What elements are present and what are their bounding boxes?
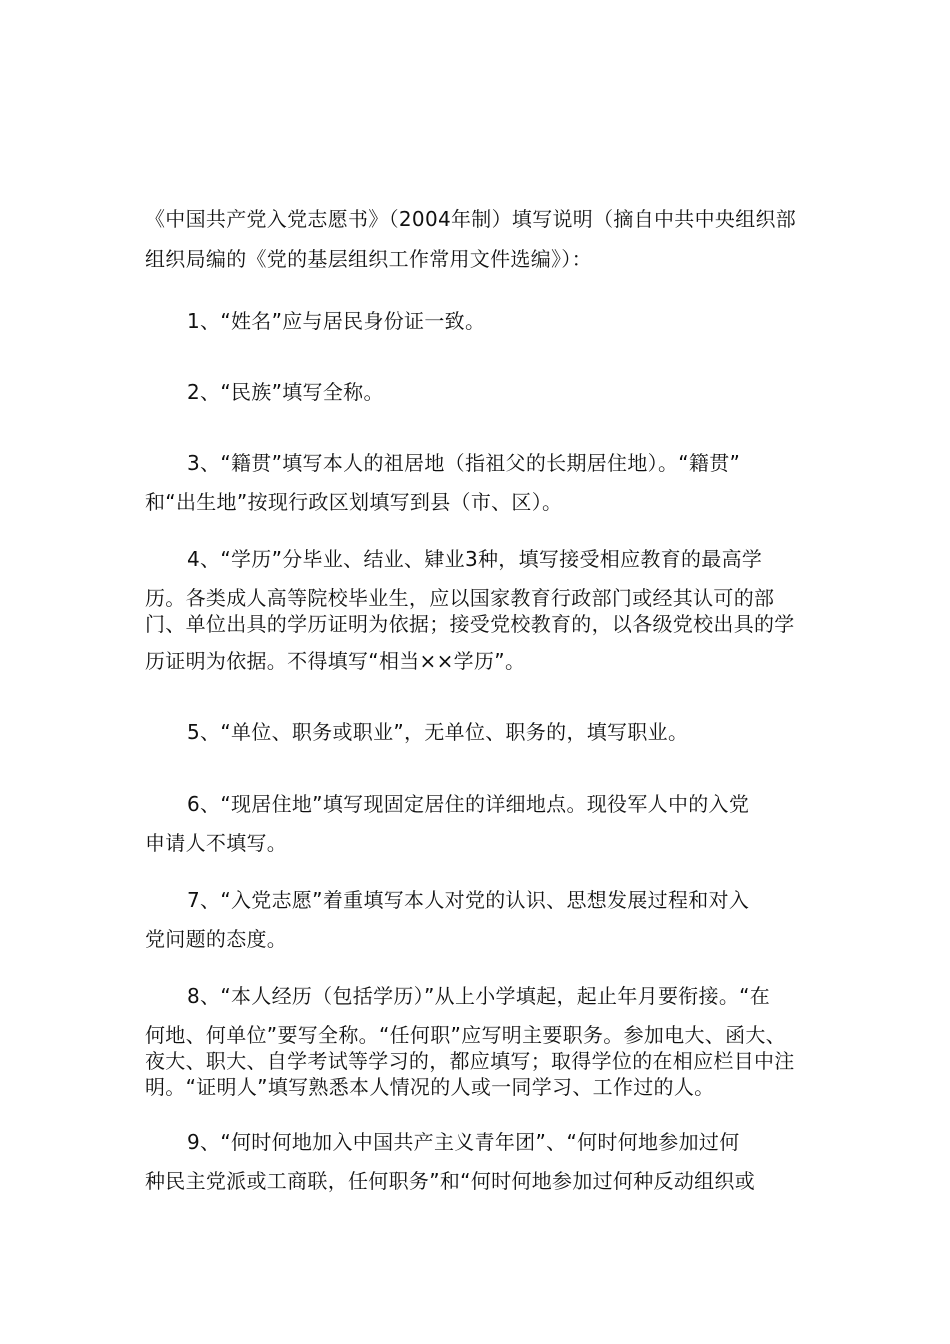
item-7-line-2: 党问题的态度。 (145, 927, 288, 951)
item-1-line-1: 1、“姓名”应与居民身份证一致。 (187, 309, 486, 333)
item-6-line-1: 6、“现居住地”填写现固定居住的详细地点。现役军人中的入党 (187, 792, 750, 816)
item-4-line-4: 历证明为依据。不得填写“相当××学历”。 (145, 649, 526, 673)
item-7-line-1: 7、“入党志愿”着重填写本人对党的认识、思想发展过程和对入 (187, 888, 750, 912)
item-8-line-4: 明。“证明人”填写熟悉本人情况的人或一同学习、工作过的人。 (145, 1075, 715, 1099)
item-8-line-2: 何地、何单位”要写全称。“任何职”应写明主要职务。参加电大、函大、 (145, 1023, 786, 1047)
item-4-line-3: 门、单位出具的学历证明为依据；接受党校教育的，以各级党校出具的学 (145, 612, 795, 636)
item-5-line-1: 5、“单位、职务或职业”，无单位、职务的，填写职业。 (187, 720, 689, 744)
item-9-line-2: 种民主党派或工商联，任何职务”和“何时何地参加过何种反动组织或 (145, 1169, 756, 1193)
item-3-line-1: 3、“籍贯”填写本人的祖居地（指祖父的长期居住地）。“籍贯” (187, 451, 741, 475)
item-8-line-3: 夜大、职大、自学考试等学习的，都应填写；取得学位的在相应栏目中注 (145, 1049, 795, 1073)
intro-line-2: 组织局编的《党的基层组织工作常用文件选编》）： (145, 247, 592, 271)
item-6-line-2: 申请人不填写。 (145, 831, 288, 855)
intro-line-1: 《中国共产党入党志愿书》（2004年制）填写说明（摘自中共中央组织部 (145, 207, 797, 231)
item-4-line-2: 历。各类成人高等院校毕业生，应以国家教育行政部门或经其认可的部 (145, 586, 775, 610)
item-3-line-2: 和“出生地”按现行政区划填写到县（市、区）。 (145, 490, 563, 514)
item-9-line-1: 9、“何时何地加入中国共产主义青年团”、“何时何地参加过何 (187, 1130, 740, 1154)
item-4-line-1: 4、“学历”分毕业、结业、肄业3种，填写接受相应教育的最高学 (187, 547, 763, 571)
item-8-line-1: 8、“本人经历（包括学历）”从上小学填起，起止年月要衔接。“在 (187, 984, 771, 1008)
item-2-line-1: 2、“民族”填写全称。 (187, 380, 384, 404)
